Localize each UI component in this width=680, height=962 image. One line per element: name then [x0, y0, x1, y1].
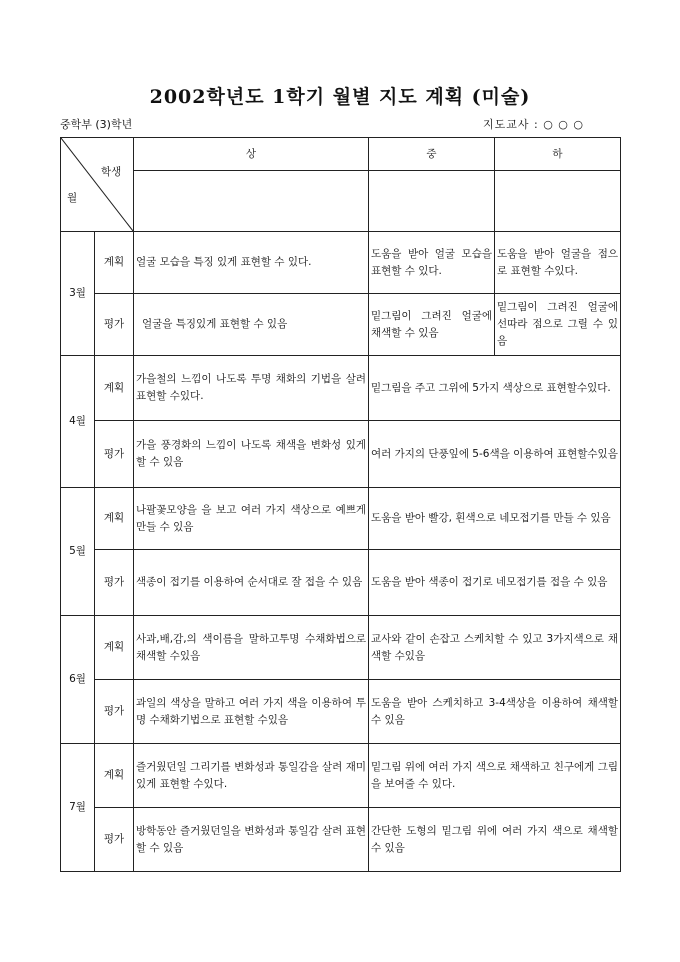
corner-label-month: 월: [67, 192, 78, 204]
plan-label: 계획: [95, 356, 134, 421]
header-blank-row: [61, 171, 621, 232]
eval-low: 밑그림이 그려진 얼굴에 선따라 점으로 그릴 수 있음: [495, 294, 621, 356]
month-cell: 5월: [61, 488, 95, 616]
grade-label: 중학부 (3)학년: [60, 118, 133, 131]
plan-high: 얼굴 모습을 특징 있게 표현할 수 있다.: [134, 232, 369, 294]
plan-label: 계획: [95, 488, 134, 550]
table-row: [61, 232, 621, 294]
header-level-low: 하: [495, 138, 621, 171]
month-cell: 3월: [61, 232, 95, 356]
eval-mid-low: 여러 가지의 단풍잎에 5-6색을 이용하여 표현할수있음: [369, 421, 621, 488]
plan-label: 계획: [95, 232, 134, 294]
document-title: 2002학년도 1학기 월별 지도 계획 (미술): [149, 86, 531, 108]
header-level-high: 상: [134, 138, 369, 171]
diagonal-line: [61, 138, 133, 231]
plan-mid-low: 교사와 같이 손잡고 스케치할 수 있고 3가지색으로 채색할 수있음: [369, 616, 621, 680]
eval-label: 평가: [95, 808, 134, 872]
plan-mid: 도움을 받아 얼굴 모습을 표현할 수 있다.: [369, 232, 495, 294]
eval-label: 평가: [95, 680, 134, 744]
eval-high: 가을 풍경화의 느낌이 나도록 채색을 변화성 있게할 수 있음: [134, 421, 369, 488]
table-row: [61, 744, 621, 808]
plan-high: 가을철의 느낌이 나도록 투명 채화의 기법을 살려 표현할 수있다.: [134, 356, 369, 421]
header-row: [61, 138, 621, 171]
table-row: [61, 356, 621, 421]
monthly-plan-table: [60, 137, 621, 872]
eval-mid: 밑그림이 그려진 얼굴에 채색할 수 있음: [369, 294, 495, 356]
table-row: [61, 808, 621, 872]
table-row: [61, 550, 621, 616]
eval-high: 과일의 색상을 말하고 여러 가지 색을 이용하여 투명 수채화기법으로 표현할 수있음: [134, 680, 369, 744]
eval-high: 색종이 접기를 이용하여 순서대로 잘 접을 수 있음: [134, 550, 369, 616]
eval-mid-low: 도움을 받아 색종이 접기로 네모접기를 접을 수 있음: [369, 550, 621, 616]
eval-label: 평가: [95, 550, 134, 616]
corner-label-student: 학생: [101, 166, 122, 178]
header-level-mid: 중: [369, 138, 495, 171]
eval-label: 평가: [95, 294, 134, 356]
plan-mid-low: 밑그림 위에 여러 가지 색으로 채색하고 친구에게 그림을 보여줄 수 있다.: [369, 744, 621, 808]
eval-mid-low: 간단한 도형의 밑그림 위에 여러 가지 색으로 채색할 수 있음: [369, 808, 621, 872]
blank-cell: [134, 171, 369, 232]
teacher-label: 지도교사 : ○ ○ ○: [483, 118, 584, 131]
plan-mid-low: 도움을 받아 빨강, 흰색으로 네모접기를 만들 수 있음: [369, 488, 621, 550]
table-row: [61, 421, 621, 488]
table-row: [61, 616, 621, 680]
plan-label: 계획: [95, 744, 134, 808]
eval-high: 얼굴을 특징있게 표현할 수 있음: [134, 294, 369, 356]
table-row: [61, 294, 621, 356]
month-cell: 6월: [61, 616, 95, 744]
eval-high: 방학동안 즐거웠던일을 변화성과 통일감 살려 표현할 수 있음: [134, 808, 369, 872]
plan-mid-low: 밑그림을 주고 그위에 5가지 색상으로 표현할수있다.: [369, 356, 621, 421]
eval-label: 평가: [95, 421, 134, 488]
corner-header-cell: [61, 138, 134, 232]
blank-cell: [369, 171, 495, 232]
plan-high: 즐거웠던일 그리기를 변화성과 통일감을 살려 재미있게 표현할 수있다.: [134, 744, 369, 808]
table-row: [61, 680, 621, 744]
month-cell: 7월: [61, 744, 95, 872]
month-cell: 4월: [61, 356, 95, 488]
blank-cell: [495, 171, 621, 232]
plan-high: 나팔꽃모양을 을 보고 여러 가지 색상으로 예쁘게 만들 수 있음: [134, 488, 369, 550]
plan-label: 계획: [95, 616, 134, 680]
table-row: [61, 488, 621, 550]
plan-low: 도움을 받아 얼굴을 점으로 표현할 수있다.: [495, 232, 621, 294]
eval-mid-low: 도움을 받아 스케치하고 3-4색상을 이용하여 채색할 수 있음: [369, 680, 621, 744]
plan-high: 사과,배,감,의 색이름을 말하고투명 수채화법으로 채색할 수있음: [134, 616, 369, 680]
